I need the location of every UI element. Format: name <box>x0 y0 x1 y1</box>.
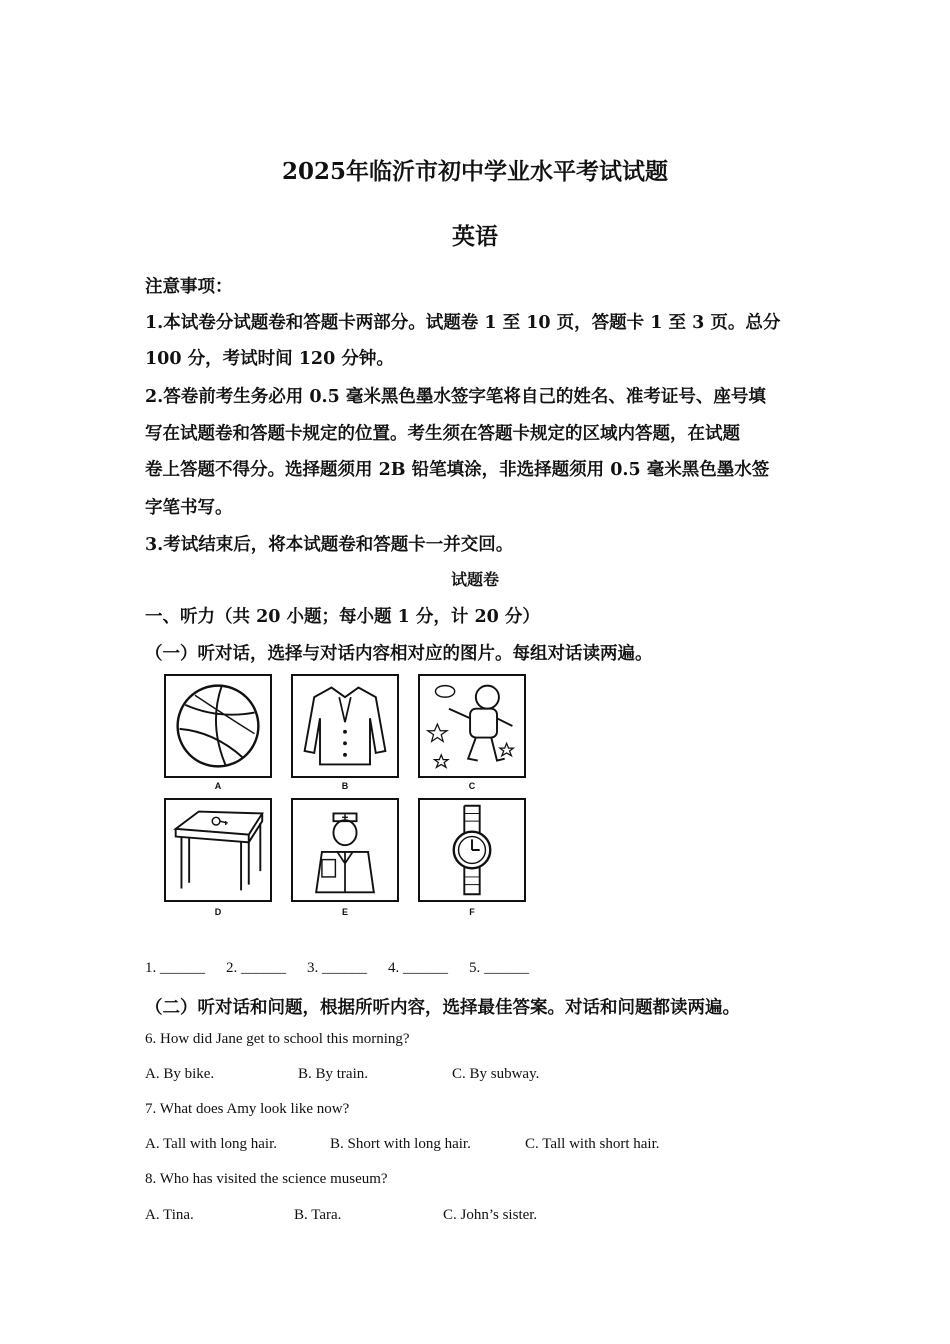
paper-label: 试题卷 <box>450 570 499 589</box>
option-b[interactable]: B. Tara. <box>294 1207 342 1223</box>
picture-c <box>418 674 526 778</box>
notes-heading: 注意事项： <box>145 277 233 297</box>
picture-label-b: B <box>341 781 349 791</box>
picture-label-c: C <box>468 781 476 791</box>
picture-label-f: F <box>469 907 475 917</box>
answer-blank[interactable]: 2. ______ <box>226 960 286 976</box>
table-with-keys-icon <box>166 800 270 900</box>
note-line: 字笔书写。 <box>145 498 233 518</box>
subject-title: 英语 <box>452 223 498 250</box>
section-heading: 一、听力（共 20 小题；每小题 1 分，计 20 分） <box>145 607 540 627</box>
picture-label-a: A <box>214 781 222 791</box>
picture-label-d: D <box>214 907 222 917</box>
astronaut-icon <box>420 676 524 776</box>
picture-d <box>164 798 272 902</box>
answer-blank[interactable]: 4. ______ <box>388 960 448 976</box>
part2-instruction: （二）听对话和问题，根据所听内容，选择最佳答案。对话和问题都读两遍。 <box>145 998 740 1018</box>
page-title: 2025年临沂市初中学业水平考试试题 <box>281 158 668 185</box>
part1-instruction: （一）听对话，选择与对话内容相对应的图片。每组对话读两遍。 <box>145 644 653 664</box>
picture-e <box>291 798 399 902</box>
picture-label-e: E <box>341 907 348 917</box>
note-line: 1.本试卷分试题卷和答题卡两部分。试题卷 1 至 10 页，答题卡 1 至 3 页。总分 <box>145 313 781 333</box>
answer-blank[interactable]: 3. ______ <box>307 960 367 976</box>
note-line: 卷上答题不得分。选择题须用 2B 铅笔填涂，非选择题须用 0.5 毫米黑色墨水签 <box>145 460 770 480</box>
note-line: 3.考试结束后，将本试题卷和答题卡一并交回。 <box>145 535 514 555</box>
blouse-icon <box>293 676 397 776</box>
option-b[interactable]: B. By train. <box>298 1066 368 1082</box>
note-line: 100 分，考试时间 120 分钟。 <box>145 349 394 369</box>
picture-a <box>164 674 272 778</box>
answer-blank[interactable]: 5. ______ <box>469 960 529 976</box>
answer-blank[interactable]: 1. ______ <box>145 960 205 976</box>
option-c[interactable]: C. Tall with short hair. <box>525 1136 660 1152</box>
watch-icon <box>420 800 524 900</box>
picture-f <box>418 798 526 902</box>
picture-b <box>291 674 399 778</box>
option-c[interactable]: C. By subway. <box>452 1066 540 1082</box>
note-line: 2.答卷前考生务必用 0.5 毫米黑色墨水签字笔将自己的姓名、准考证号、座号填 <box>145 387 766 407</box>
question-text: 7. What does Amy look like now? <box>145 1101 350 1117</box>
question-text: 8. Who has visited the science museum? <box>145 1171 388 1187</box>
option-a[interactable]: A. By bike. <box>145 1066 215 1082</box>
doctor-icon <box>293 800 397 900</box>
option-a[interactable]: A. Tall with long hair. <box>145 1136 277 1152</box>
volleyball-icon <box>166 676 270 776</box>
note-line: 写在试题卷和答题卡规定的位置。考生须在答题卡规定的区域内答题，在试题 <box>145 424 740 444</box>
question-text: 6. How did Jane get to school this morning? <box>145 1031 410 1047</box>
option-b[interactable]: B. Short with long hair. <box>330 1136 471 1152</box>
option-c[interactable]: C. John’s sister. <box>443 1207 538 1223</box>
option-a[interactable]: A. Tina. <box>145 1207 194 1223</box>
